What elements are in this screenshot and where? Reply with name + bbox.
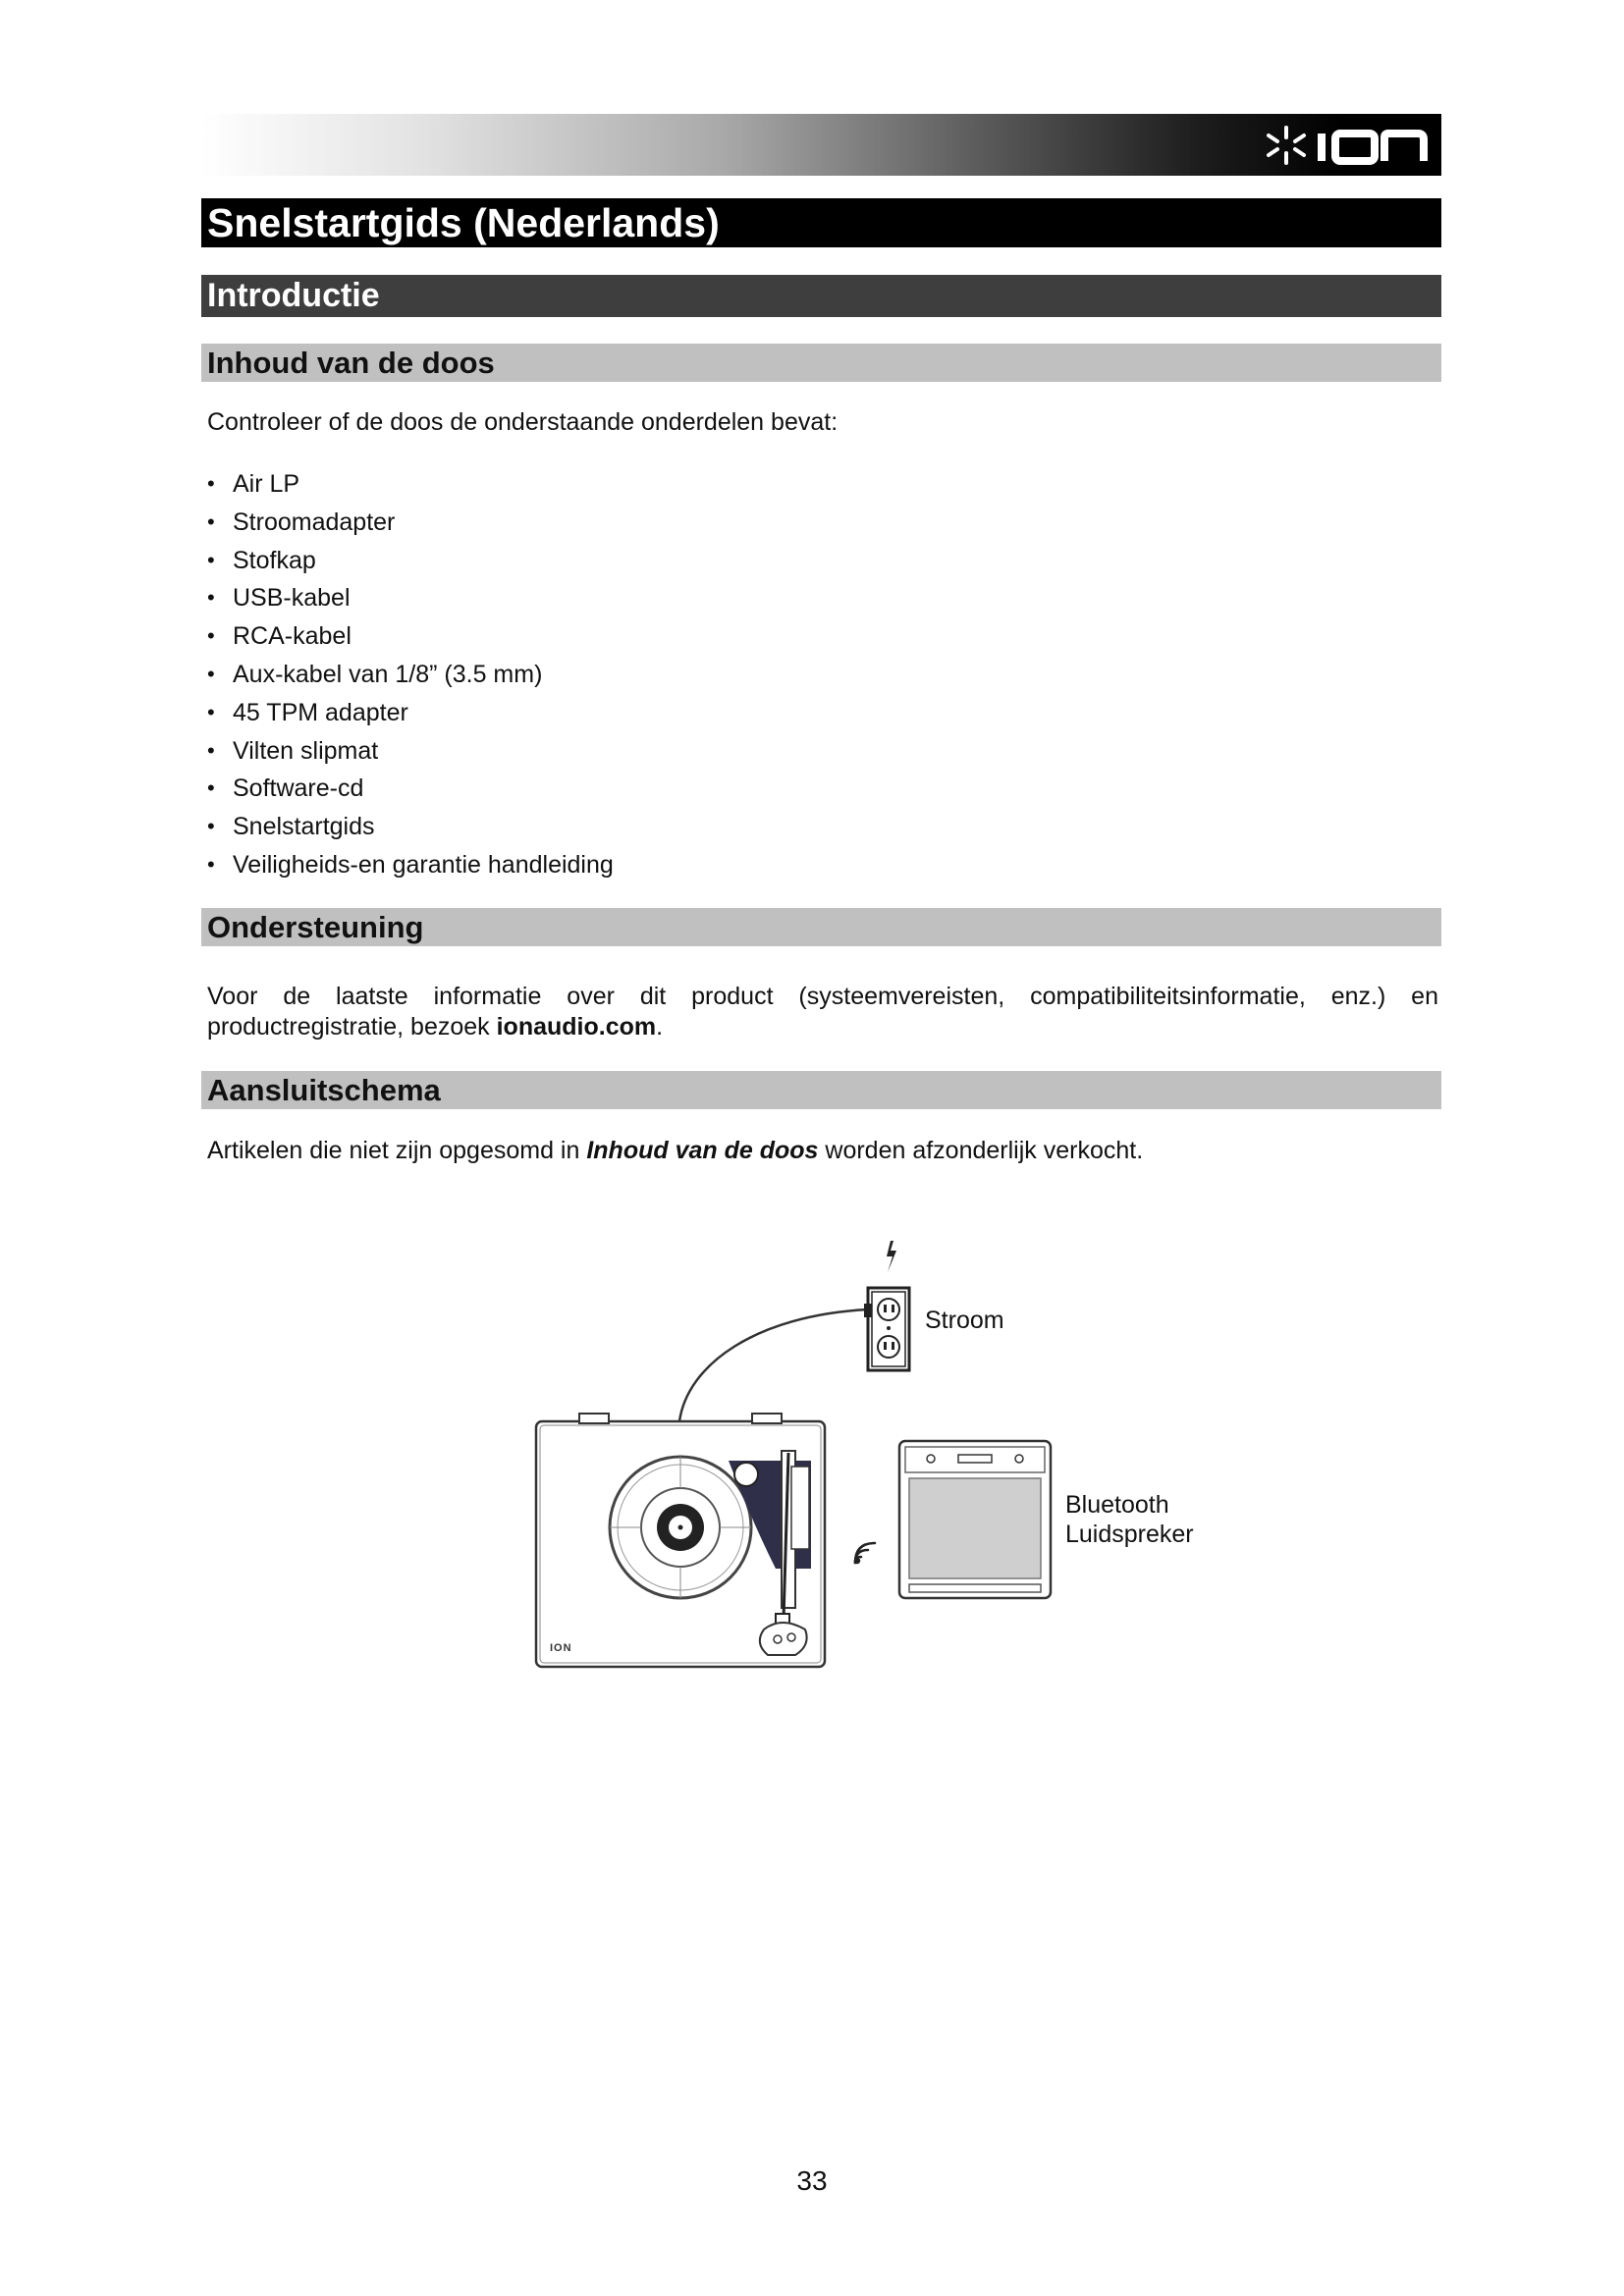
power-outlet-icon: [864, 1288, 909, 1370]
support-link[interactable]: ionaudio.com: [496, 1013, 657, 1041]
section-heading-connection: Aansluitschema: [201, 1071, 1441, 1109]
support-text-end: .: [656, 1013, 664, 1041]
list-item: • 45 TPM adapter: [207, 694, 614, 732]
brand-header-bar: [201, 114, 1441, 176]
connection-note: [207, 1136, 1438, 1166]
section-heading-box-contents: Inhoud van de doos: [201, 344, 1441, 382]
speaker-icon: [899, 1441, 1051, 1598]
list-item: • Aux-kabel van 1/8” (3.5 mm): [207, 656, 614, 694]
page-title: Snelstartgids (Nederlands): [201, 198, 1441, 247]
support-text: [207, 982, 1438, 1042]
connection-note-end: worden afzonderlijk verkocht.: [818, 1137, 1144, 1164]
box-contents-intro: Controleer of de doos de onderstaande onderdelen bevat:: [207, 408, 839, 436]
list-item: • Vilten slipmat: [207, 732, 614, 771]
list-item: • Snelstartgids: [207, 808, 614, 846]
box-contents-list: [207, 465, 614, 884]
list-item: • Software-cd: [207, 770, 614, 808]
bluetooth-signal-icon: [855, 1543, 875, 1563]
section-heading-support: Ondersteuning: [201, 908, 1441, 946]
lightning-icon: [887, 1241, 896, 1272]
turntable-logo: ION: [550, 1642, 572, 1654]
ion-logo: [1263, 122, 1430, 169]
section-heading-introduction: Introductie: [201, 275, 1441, 317]
list-item: • Stofkap: [207, 542, 614, 580]
power-label: Stroom: [925, 1307, 1004, 1334]
list-item: • Stroomadapter: [207, 504, 614, 542]
support-text-body: Voor de laatste informatie over dit product (systeemvereisten, compatibiliteitsinformatie, enz.) en productregistratie, bezoek: [207, 983, 1438, 1041]
connection-note-body: Artikelen die niet zijn opgesomd in: [207, 1137, 587, 1164]
connection-diagram: [520, 1227, 1227, 1679]
list-item: • USB-kabel: [207, 579, 614, 617]
turntable-icon: [536, 1414, 825, 1667]
ion-logo-text: ION: [1263, 122, 1265, 123]
speaker-label-line1: Bluetooth: [1065, 1491, 1169, 1519]
page-number: 33: [796, 2165, 828, 2196]
list-item: • Air LP: [207, 465, 614, 504]
ion-star-icon: [1269, 128, 1304, 163]
list-item: • RCA-kabel: [207, 617, 614, 656]
power-cable: [679, 1309, 868, 1421]
connection-note-emphasis: Inhoud van de doos: [586, 1137, 819, 1164]
list-item: • Veiligheids-en garantie handleiding: [207, 846, 614, 884]
speaker-label-line2: Luidspreker: [1065, 1521, 1194, 1548]
